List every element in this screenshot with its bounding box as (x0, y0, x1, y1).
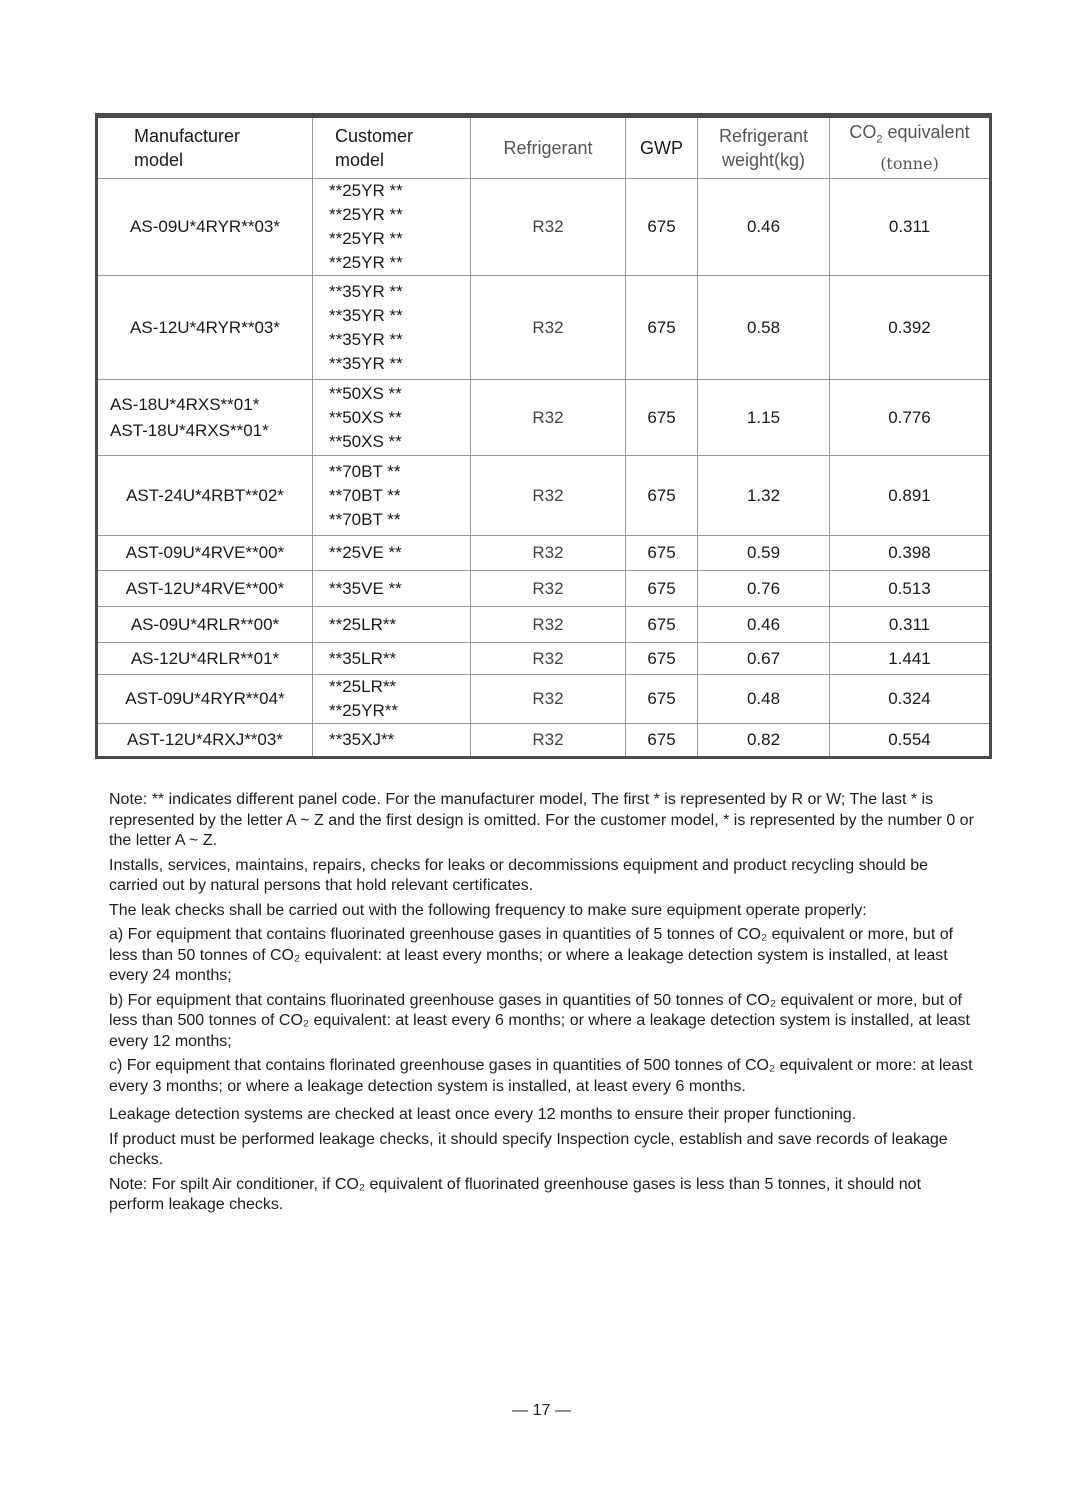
note-certification: Installs, services, maintains, repairs, checks for leaks or decommissions equipment and product recycling should be carried out by natural persons that hold relevant certificates. (109, 856, 929, 894)
table-row (97, 276, 991, 380)
manufacturer-model-value: AST-09U*4RVE**00* (125, 543, 285, 562)
cell-refrigerant-weight: 0.76 (698, 571, 830, 607)
refrigerant-spec-table (95, 113, 992, 759)
note-split-ac: Note: For spilt Air conditioner, if CO₂ equivalent of fluorinated greenhouse gases is less than 5 tonnes, it should not perform leakage checks. (109, 1175, 922, 1213)
table-row (97, 179, 991, 276)
header-manufacturer-model: Manufacturer model (97, 116, 313, 179)
cell-manufacturer-model (97, 536, 313, 571)
manufacturer-model-value: AS-09U*4RYR**03* (130, 217, 280, 236)
cell-refrigerant-weight: 0.58 (698, 276, 830, 380)
cell-customer-model (313, 607, 471, 643)
cell-manufacturer-model (97, 179, 313, 276)
cell-refrigerant-weight: 0.48 (698, 675, 830, 724)
customer-model-value: **25YR ** (329, 229, 403, 248)
cell-gwp: 675 (626, 724, 698, 758)
cell-manufacturer-model (97, 607, 313, 643)
cell-gwp: 675 (626, 571, 698, 607)
header-gwp: GWP (626, 116, 698, 179)
cell-co2-equivalent: 0.554 (830, 724, 991, 758)
customer-model-value: **70BT ** (329, 485, 401, 505)
customer-model-value: **25LR** (329, 677, 397, 696)
cell-customer-model (313, 179, 471, 276)
table-row (97, 724, 991, 758)
cell-refrigerant-weight: 0.46 (698, 179, 830, 276)
cell-refrigerant: R32 (471, 179, 626, 276)
cell-manufacturer-model (97, 456, 313, 536)
manufacturer-model-value: AS-12U*4RLR**01* (130, 648, 280, 668)
cell-refrigerant-weight: 0.82 (698, 724, 830, 758)
customer-model-value: **50XS ** (329, 407, 402, 427)
manufacturer-model-value: AS-12U*4RYR**03* (130, 317, 280, 337)
customer-model-value: **35YR ** (329, 329, 403, 349)
cell-manufacturer-model (97, 675, 313, 724)
table-body (97, 179, 991, 758)
table-row (97, 380, 991, 456)
customer-model-value: **50XS ** (329, 383, 402, 403)
customer-model-value: **35XJ** (329, 730, 395, 749)
cell-refrigerant-weight: 1.32 (698, 456, 830, 536)
table-row (97, 456, 991, 536)
cell-co2-equivalent: 0.398 (830, 536, 991, 571)
customer-model-value: **25VE ** (329, 543, 402, 562)
cell-co2-equivalent: 1.441 (830, 643, 991, 675)
table-row (97, 571, 991, 607)
customer-model-value: **35VE ** (329, 578, 402, 598)
cell-co2-equivalent: 0.392 (830, 276, 991, 380)
cell-refrigerant-weight: 1.15 (698, 380, 830, 456)
cell-manufacturer-model (97, 380, 313, 456)
manufacturer-model-value: AST-18U*4RXS**01* (110, 420, 269, 440)
header-refrigerant: Refrigerant (471, 116, 626, 179)
cell-refrigerant: R32 (471, 724, 626, 758)
cell-manufacturer-model (97, 276, 313, 380)
cell-customer-model (313, 675, 471, 724)
header-refrigerant-weight: Refrigerant weight(kg) (698, 116, 830, 179)
cell-co2-equivalent: 0.324 (830, 675, 991, 724)
co2-unit: (tonne) (880, 154, 939, 174)
customer-model-value: **35YR ** (329, 305, 403, 325)
cell-customer-model (313, 643, 471, 675)
table-row (97, 643, 991, 675)
cell-gwp: 675 (626, 675, 698, 724)
table-row (97, 607, 991, 643)
cell-co2-equivalent: 0.776 (830, 380, 991, 456)
page-number: — 17 — (512, 1402, 571, 1419)
customer-model-value: **70BT ** (329, 461, 401, 481)
manufacturer-model-value: AS-09U*4RLR**00* (130, 614, 280, 634)
customer-model-value: **70BT ** (329, 509, 401, 529)
cell-customer-model (313, 571, 471, 607)
customer-model-value: **35LR** (329, 648, 397, 668)
cell-gwp: 675 (626, 536, 698, 571)
cell-customer-model (313, 536, 471, 571)
cell-gwp: 675 (626, 643, 698, 675)
customer-model-value: **25YR ** (329, 181, 403, 200)
cell-refrigerant: R32 (471, 675, 626, 724)
table-row (97, 675, 991, 724)
cell-manufacturer-model (97, 724, 313, 758)
note-detection-systems: Leakage detection systems are checked at least once every 12 months to ensure their proper functioning. (109, 1106, 857, 1123)
co2-label: $CO_2$ equivalent (849, 121, 970, 146)
cell-refrigerant: R32 (471, 571, 626, 607)
cell-co2-equivalent: 0.513 (830, 571, 991, 607)
customer-model-value: **50XS ** (329, 431, 402, 451)
note-item-c: c) For equipment that contains florinated greenhouse gases in quantities of 500 tonnes of CO₂ equivalent or more: at least every 3 months; or where a leakage detection system is installed, at least every 6 months. (109, 1057, 973, 1095)
header-co2-equivalent (830, 116, 991, 179)
note-panel-code: Note: ** indicates different panel code. For the manufacturer model, The first * is represented by R or W; The last * is represented by the letter A ~ Z and the first design is omitted. For the customer model, * is represented by the number 0 or the letter A ~ Z. (109, 791, 974, 849)
note-item-b: b) For equipment that contains fluorinated greenhouse gases in quantities of 50 tonnes of CO₂ equivalent or more, but of less than 500 tonnes of CO₂ equivalent: at least every 6 months; or where a leakage detection system is installed, at least every 12 months; (109, 991, 970, 1050)
customer-model-value: **25YR ** (329, 253, 403, 272)
cell-co2-equivalent: 0.311 (830, 607, 991, 643)
cell-gwp: 675 (626, 380, 698, 456)
cell-gwp: 675 (626, 456, 698, 536)
cell-refrigerant: R32 (471, 276, 626, 380)
manufacturer-model-value: AST-12U*4RVE**00* (125, 578, 285, 598)
customer-model-value: **35YR ** (329, 281, 403, 301)
cell-manufacturer-model (97, 571, 313, 607)
cell-manufacturer-model (97, 643, 313, 675)
manufacturer-model-value: AST-09U*4RYR**04* (125, 689, 285, 708)
customer-model-value: **25LR** (329, 614, 397, 634)
manufacturer-model-value: AST-12U*4RXJ**03* (127, 730, 283, 749)
notes-section (109, 790, 979, 1220)
cell-customer-model (313, 456, 471, 536)
customer-model-value: **25YR ** (329, 205, 403, 224)
cell-refrigerant: R32 (471, 536, 626, 571)
cell-co2-equivalent: 0.311 (830, 179, 991, 276)
manufacturer-model-value: AS-18U*4RXS**01* (110, 394, 260, 414)
customer-model-value: **35YR ** (329, 353, 403, 373)
header-customer-model: Customer model (313, 116, 471, 179)
cell-gwp: 675 (626, 607, 698, 643)
table-row (97, 536, 991, 571)
cell-gwp: 675 (626, 179, 698, 276)
table-header-row (97, 116, 991, 179)
cell-refrigerant: R32 (471, 380, 626, 456)
cell-customer-model (313, 380, 471, 456)
cell-refrigerant: R32 (471, 643, 626, 675)
cell-customer-model (313, 276, 471, 380)
manufacturer-model-value: AST-24U*4RBT**02* (126, 485, 284, 505)
customer-model-value: **25YR** (329, 701, 398, 720)
cell-customer-model (313, 724, 471, 758)
note-frequency-intro: The leak checks shall be carried out with the following frequency to make sure equipment operate properly: (109, 901, 867, 919)
cell-co2-equivalent: 0.891 (830, 456, 991, 536)
cell-gwp: 675 (626, 276, 698, 380)
note-item-a: a) For equipment that contains fluorinated greenhouse gases in quantities of 5 tonnes of CO₂ equivalent or more, but of less than 50 tonnes of CO₂ equivalent: at least every months; or where a leakage detection system is installed, at least every 24 months; (109, 926, 954, 984)
cell-refrigerant-weight: 0.67 (698, 643, 830, 675)
cell-refrigerant-weight: 0.46 (698, 607, 830, 643)
cell-refrigerant: R32 (471, 607, 626, 643)
cell-refrigerant-weight: 0.59 (698, 536, 830, 571)
note-records: If product must be performed leakage checks, it should specify Inspection cycle, establish and save records of leakage checks. (109, 1130, 948, 1168)
cell-refrigerant: R32 (471, 456, 626, 536)
